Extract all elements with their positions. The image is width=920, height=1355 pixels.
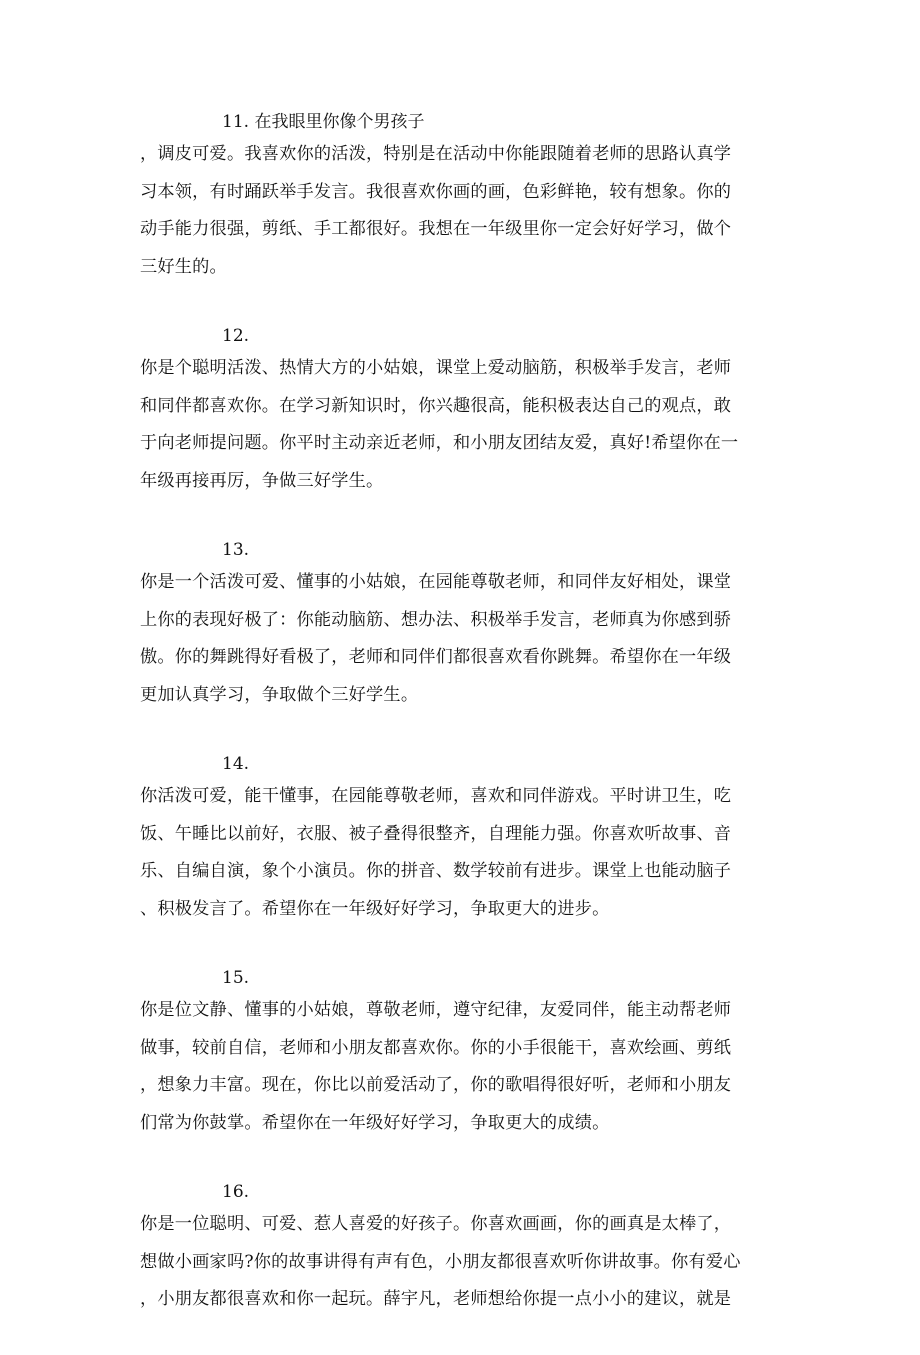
entry-text	[140, 992, 780, 1142]
text-line: 你是一位聪明、可爱、惹人喜爱的好孩子。你喜欢画画，你的画真是太棒了，	[140, 1214, 732, 1234]
entry-text	[140, 778, 780, 928]
text-line: 你活泼可爱，能干懂事，在园能尊敬老师，喜欢和同伴游戏。平时讲卫生，吃	[140, 786, 732, 806]
text-line: 三好生的。	[140, 256, 227, 277]
text-line: 乐、自编自演，象个小演员。你的拼音、数学较前有进步。课堂上也能动脑子	[140, 861, 732, 881]
text-line: 你是个聪明活泼、热情大方的小姑娘，课堂上爱动脑筋，积极举手发言，老师	[140, 358, 732, 378]
text-line: 上你的表现好极了：你能动脑筋、想办法、积极举手发言，老师真为你感到骄	[140, 609, 732, 630]
comment-entry-12	[140, 322, 780, 500]
comment-entry-13	[140, 536, 780, 714]
text-line: 习本领，有时踊跃举手发言。我很喜欢你画的画，色彩鲜艳，较有想象。你的	[140, 181, 732, 202]
text-line: 、积极发言了。希望你在一年级好好学习，争取更大的进步。	[140, 898, 610, 919]
text-line: 年级再接再厉，争做三好学生。	[140, 470, 384, 491]
text-line: 于向老师提问题。你平时主动亲近老师，和小朋友团结友爱，真好!希望你在一	[140, 433, 739, 453]
entry-number: 15.	[222, 968, 250, 988]
text-line: ，小朋友都很喜欢和你一起玩。薛宇凡，老师想给你提一点小小的建议，就是	[140, 1289, 732, 1309]
comment-entry-15	[140, 964, 780, 1142]
entry-number: 13.	[222, 540, 250, 560]
text-line: 和同伴都喜欢你。在学习新知识时，你兴趣很高，能积极表达自己的观点，敢	[140, 395, 732, 416]
entry-number: 14.	[222, 754, 250, 774]
entry-text	[140, 350, 780, 500]
comment-entry-16	[140, 1178, 780, 1319]
comment-entry-14	[140, 750, 780, 928]
comment-entry-11	[140, 108, 780, 286]
document-page	[140, 108, 780, 1355]
text-line: 想做小画家吗?你的故事讲得有声有色，小朋友都很喜欢听你讲故事。你有爱心	[140, 1251, 741, 1272]
text-line: 更加认真学习，争取做个三好学生。	[140, 684, 419, 705]
text-line: 们常为你鼓掌。希望你在一年级好好学习，争取更大的成绩。	[140, 1112, 610, 1133]
entry-number: 16.	[222, 1182, 250, 1202]
text-line: 你是一个活泼可爱、懂事的小姑娘，在园能尊敬老师，和同伴友好相处，课堂	[140, 572, 732, 592]
entry-number: 12.	[222, 326, 250, 346]
text-line: ，调皮可爱。我喜欢你的活泼，特别是在活动中你能跟随着老师的思路认真学	[140, 144, 732, 164]
text-line: ，想象力丰富。现在，你比以前爱活动了，你的歌唱得很好听，老师和小朋友	[140, 1075, 732, 1095]
entry-text	[140, 136, 780, 286]
text-line: 动手能力很强，剪纸、手工都很好。我想在一年级里你一定会好好学习，做个	[140, 219, 732, 239]
entry-text	[140, 564, 780, 714]
text-line: 饭、午睡比以前好，衣服、被子叠得很整齐，自理能力强。你喜欢听故事、音	[140, 823, 732, 844]
text-line: 做事，较前自信，老师和小朋友都喜欢你。你的小手很能干，喜欢绘画、剪纸	[140, 1037, 732, 1058]
text-line: 你是位文静、懂事的小姑娘，尊敬老师，遵守纪律，友爱同伴，能主动帮老师	[140, 1000, 732, 1020]
text-line: 傲。你的舞跳得好看极了，老师和同伴们都很喜欢看你跳舞。希望你在一年级	[140, 647, 732, 667]
entry-number: 11. 在我眼里你像个男孩子	[222, 112, 425, 132]
